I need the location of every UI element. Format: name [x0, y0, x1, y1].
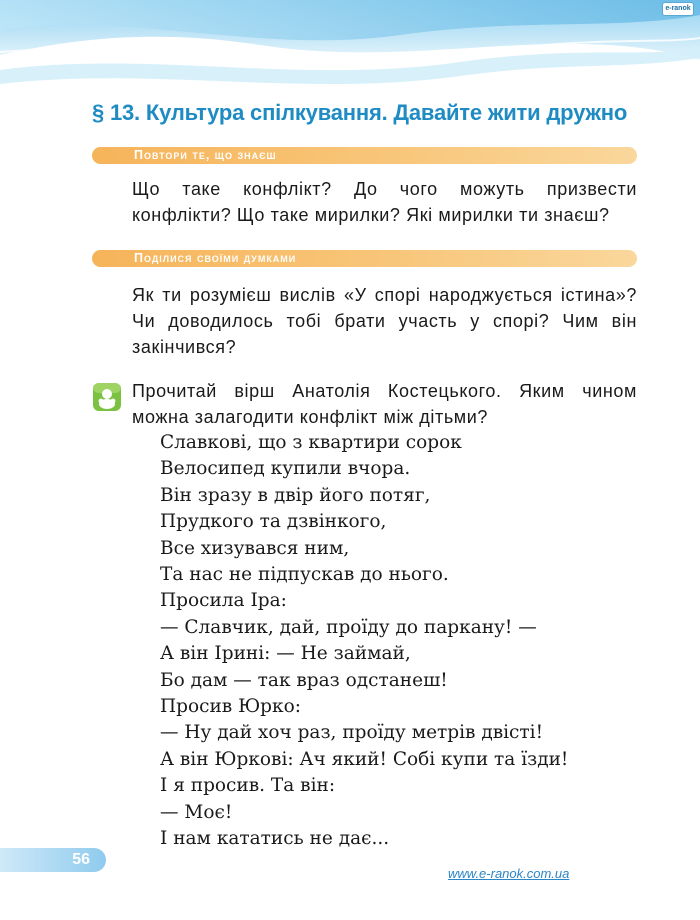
poem-line: — Моє! — [160, 801, 233, 823]
lesson-title: § 13. Культура спілкування. Давайте жити дружно — [92, 100, 628, 125]
poem-line: — Ну дай хоч раз, проїду метрів двісті! — [160, 722, 543, 744]
poem-line: Просив Юрко: — [160, 696, 301, 718]
website-link[interactable]: www.e-ranok.com.ua — [448, 866, 570, 881]
poem-line: — Славчик, дай, проїду до паркану! — — [160, 616, 537, 638]
poem-line: А він Ірині: — Не займай, — [160, 643, 411, 665]
reading-task-icon — [92, 382, 122, 412]
poem-line: Велосипед купили вчора. — [160, 458, 411, 480]
section-heading-repeat: Повтори те, що знаєш — [134, 148, 277, 162]
poem-line: Та нас не підпускав до нього. — [160, 564, 449, 586]
header-wave-decoration — [0, 0, 700, 110]
poem-line: Він зразу в двір його потяг, — [160, 484, 431, 506]
section-text-repeat: Що таке конфлікт? До чого можуть призвести конфлікти? Що таке мирилки? Які мирилки ти знаєш? — [132, 179, 637, 225]
poem-line: Все хизувався ним, — [160, 537, 350, 559]
poem — [160, 430, 568, 853]
poem-line: Бо дам — так враз одстанеш! — [160, 669, 448, 691]
publisher-logo: e-ranok — [662, 2, 694, 16]
page-number-tab — [0, 848, 106, 872]
section-heading-share: Поділися своїми думками — [134, 251, 297, 265]
poem-line: І нам кататись не дає... — [160, 828, 390, 850]
poem-line: А він Юркові: Ач який! Собі купи та їзди! — [160, 748, 569, 770]
poem-line: Славкові, що з квартири сорок — [160, 432, 462, 453]
page-number: 56 — [72, 851, 90, 868]
poem-line: Прудкого та дзвінкого, — [160, 511, 387, 533]
task-text: Прочитай вірш Анатолія Костецького. Яким чином можна залагодити конфлікт між дітьми? — [132, 381, 637, 427]
section-text-share: Як ти розумієш вислів «У спорі народжується істина»? Чи доводилось тобі брати участь у спорі? Чим він закінчився? — [132, 285, 637, 357]
section-heading-bar-repeat — [92, 147, 637, 164]
poem-line: Просила Іра: — [160, 590, 287, 612]
poem-line: І я просив. Та він: — [160, 775, 336, 797]
section-heading-bar-share — [92, 250, 637, 267]
